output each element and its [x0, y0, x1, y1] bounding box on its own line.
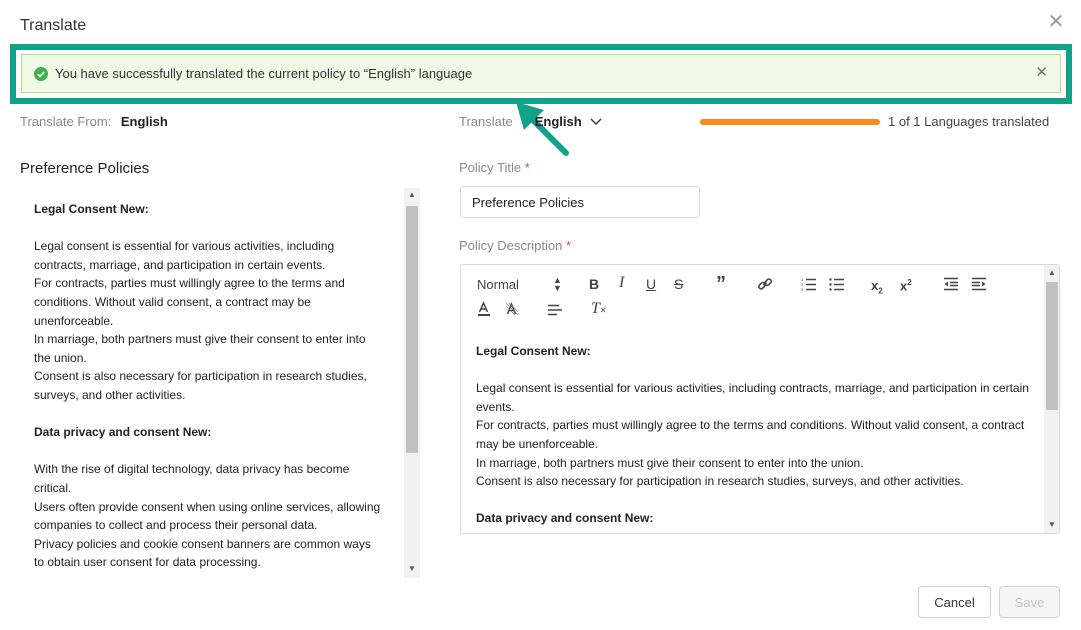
strikethrough-icon[interactable]: S	[674, 276, 684, 292]
editor-content[interactable]	[476, 342, 1036, 528]
format-select-value: Normal	[477, 277, 519, 292]
policy-line: In marriage, both partners must give their consent to enter into the union.	[476, 455, 864, 470]
policy-line: For contracts, parties must willingly agree to the terms and conditions. Without valid consent, a contract may be unenforceable.	[34, 276, 345, 328]
ordered-list-icon[interactable]	[801, 277, 817, 294]
translation-progress-bar	[700, 119, 880, 125]
svg-text:3: 3	[801, 287, 804, 291]
format-select[interactable]	[477, 277, 563, 292]
save-button[interactable]: Save	[999, 586, 1060, 618]
policy-line: In marriage, both partners must give their consent to enter into the union.	[34, 332, 366, 365]
left-scrollbar[interactable]	[404, 188, 420, 578]
scrollbar-thumb[interactable]	[406, 206, 418, 453]
source-policy-panel	[20, 188, 420, 578]
outdent-icon[interactable]	[943, 277, 959, 294]
policy-line: For contracts, parties must willingly agree to the terms and conditions. Without valid consent, a contract may be unenforceable.	[476, 418, 1025, 451]
success-alert	[21, 54, 1061, 93]
left-panel-title: Preference Policies	[20, 160, 150, 177]
clear-format-icon[interactable]: T✕	[591, 300, 607, 317]
annotation-arrow	[510, 100, 580, 160]
bullet-list-icon[interactable]	[829, 277, 845, 294]
text-color-icon[interactable]	[476, 301, 492, 320]
policy-line: Privacy policies and cookie consent banners are common ways to obtain user consent for data processing.	[34, 536, 371, 570]
policy-description-label	[459, 238, 571, 253]
scroll-up-arrow[interactable]: ▲	[408, 190, 416, 199]
alert-close-icon[interactable]: ✕	[1035, 64, 1048, 81]
policy-description-label-text: Policy Description	[459, 238, 563, 253]
superscript-icon[interactable]: $x^2$	[900, 278, 912, 294]
alert-message: You have successfully translated the current policy to “English” language	[55, 66, 473, 81]
indent-icon[interactable]	[971, 277, 987, 294]
policy-line: Consent is also necessary for participation in research studies, surveys, and other activities.	[34, 369, 367, 402]
chevron-down-icon[interactable]	[590, 114, 602, 129]
policy-title-label	[459, 160, 530, 175]
blockquote-icon[interactable]: ”	[716, 273, 726, 295]
subscript-icon[interactable]: $x_2$	[871, 278, 883, 296]
underline-icon[interactable]: U	[646, 276, 657, 292]
translate-from-label: Translate From:	[20, 114, 112, 129]
policy-line: Users often provide consent when using online services, allowing companies to collect and process their personal data.	[34, 499, 381, 533]
rich-text-editor[interactable]	[460, 264, 1060, 534]
translate-to-label: Translate	[459, 114, 513, 129]
required-asterisk: *	[565, 238, 572, 253]
policy-title-input[interactable]: Preference Policies	[460, 186, 700, 218]
scroll-down-arrow[interactable]: ▼	[408, 564, 416, 573]
section-heading: Legal Consent New:	[34, 202, 149, 216]
align-left-icon[interactable]	[547, 303, 563, 320]
check-circle-icon	[34, 67, 48, 81]
scroll-up-arrow[interactable]: ▲	[1048, 268, 1056, 277]
link-icon[interactable]	[757, 276, 773, 295]
required-asterisk: *	[524, 160, 530, 175]
section-heading: Data privacy and consent New:	[476, 511, 654, 526]
section-heading: Legal Consent New:	[476, 344, 591, 358]
section-heading: Data privacy and consent New:	[34, 425, 212, 440]
source-policy-text	[34, 200, 384, 572]
policy-line: Legal consent is essential for various activities, including contracts, marriage, and participation in certain events.	[34, 239, 335, 272]
editor-scrollbar[interactable]	[1044, 265, 1060, 534]
policy-title-label-text: Policy Title	[459, 160, 522, 175]
policy-line: Legal consent is essential for various activities, including contracts, marriage, and participation in certain events.	[476, 381, 1029, 414]
translate-to-value[interactable]: English	[534, 114, 582, 129]
policy-line: With the rise of digital technology, data privacy has become critical.	[34, 462, 350, 495]
policy-line: Consent is also necessary for participation in research studies, surveys, and other activities.	[476, 474, 964, 489]
progress-text: 1 of 1 Languages translated	[888, 114, 1050, 129]
cancel-button[interactable]: Cancel	[918, 586, 991, 618]
translate-from-value: English	[120, 114, 168, 129]
scrollbar-thumb[interactable]	[1046, 282, 1058, 410]
bold-icon[interactable]: B	[589, 276, 600, 292]
editor-toolbar	[461, 265, 1045, 329]
translate-from	[20, 114, 168, 129]
svg-text:1: 1	[801, 277, 804, 282]
progress-fill	[700, 119, 880, 125]
scroll-down-arrow[interactable]: ▼	[1048, 520, 1056, 529]
select-updown-icon: ▲ ▼	[553, 275, 562, 293]
translate-to[interactable]	[459, 114, 602, 129]
modal-title: Translate	[20, 17, 87, 34]
svg-text:2: 2	[801, 282, 804, 287]
background-color-icon[interactable]	[504, 301, 520, 320]
modal-close-icon[interactable]: ✕	[1047, 11, 1065, 33]
italic-icon[interactable]: I	[619, 274, 625, 291]
